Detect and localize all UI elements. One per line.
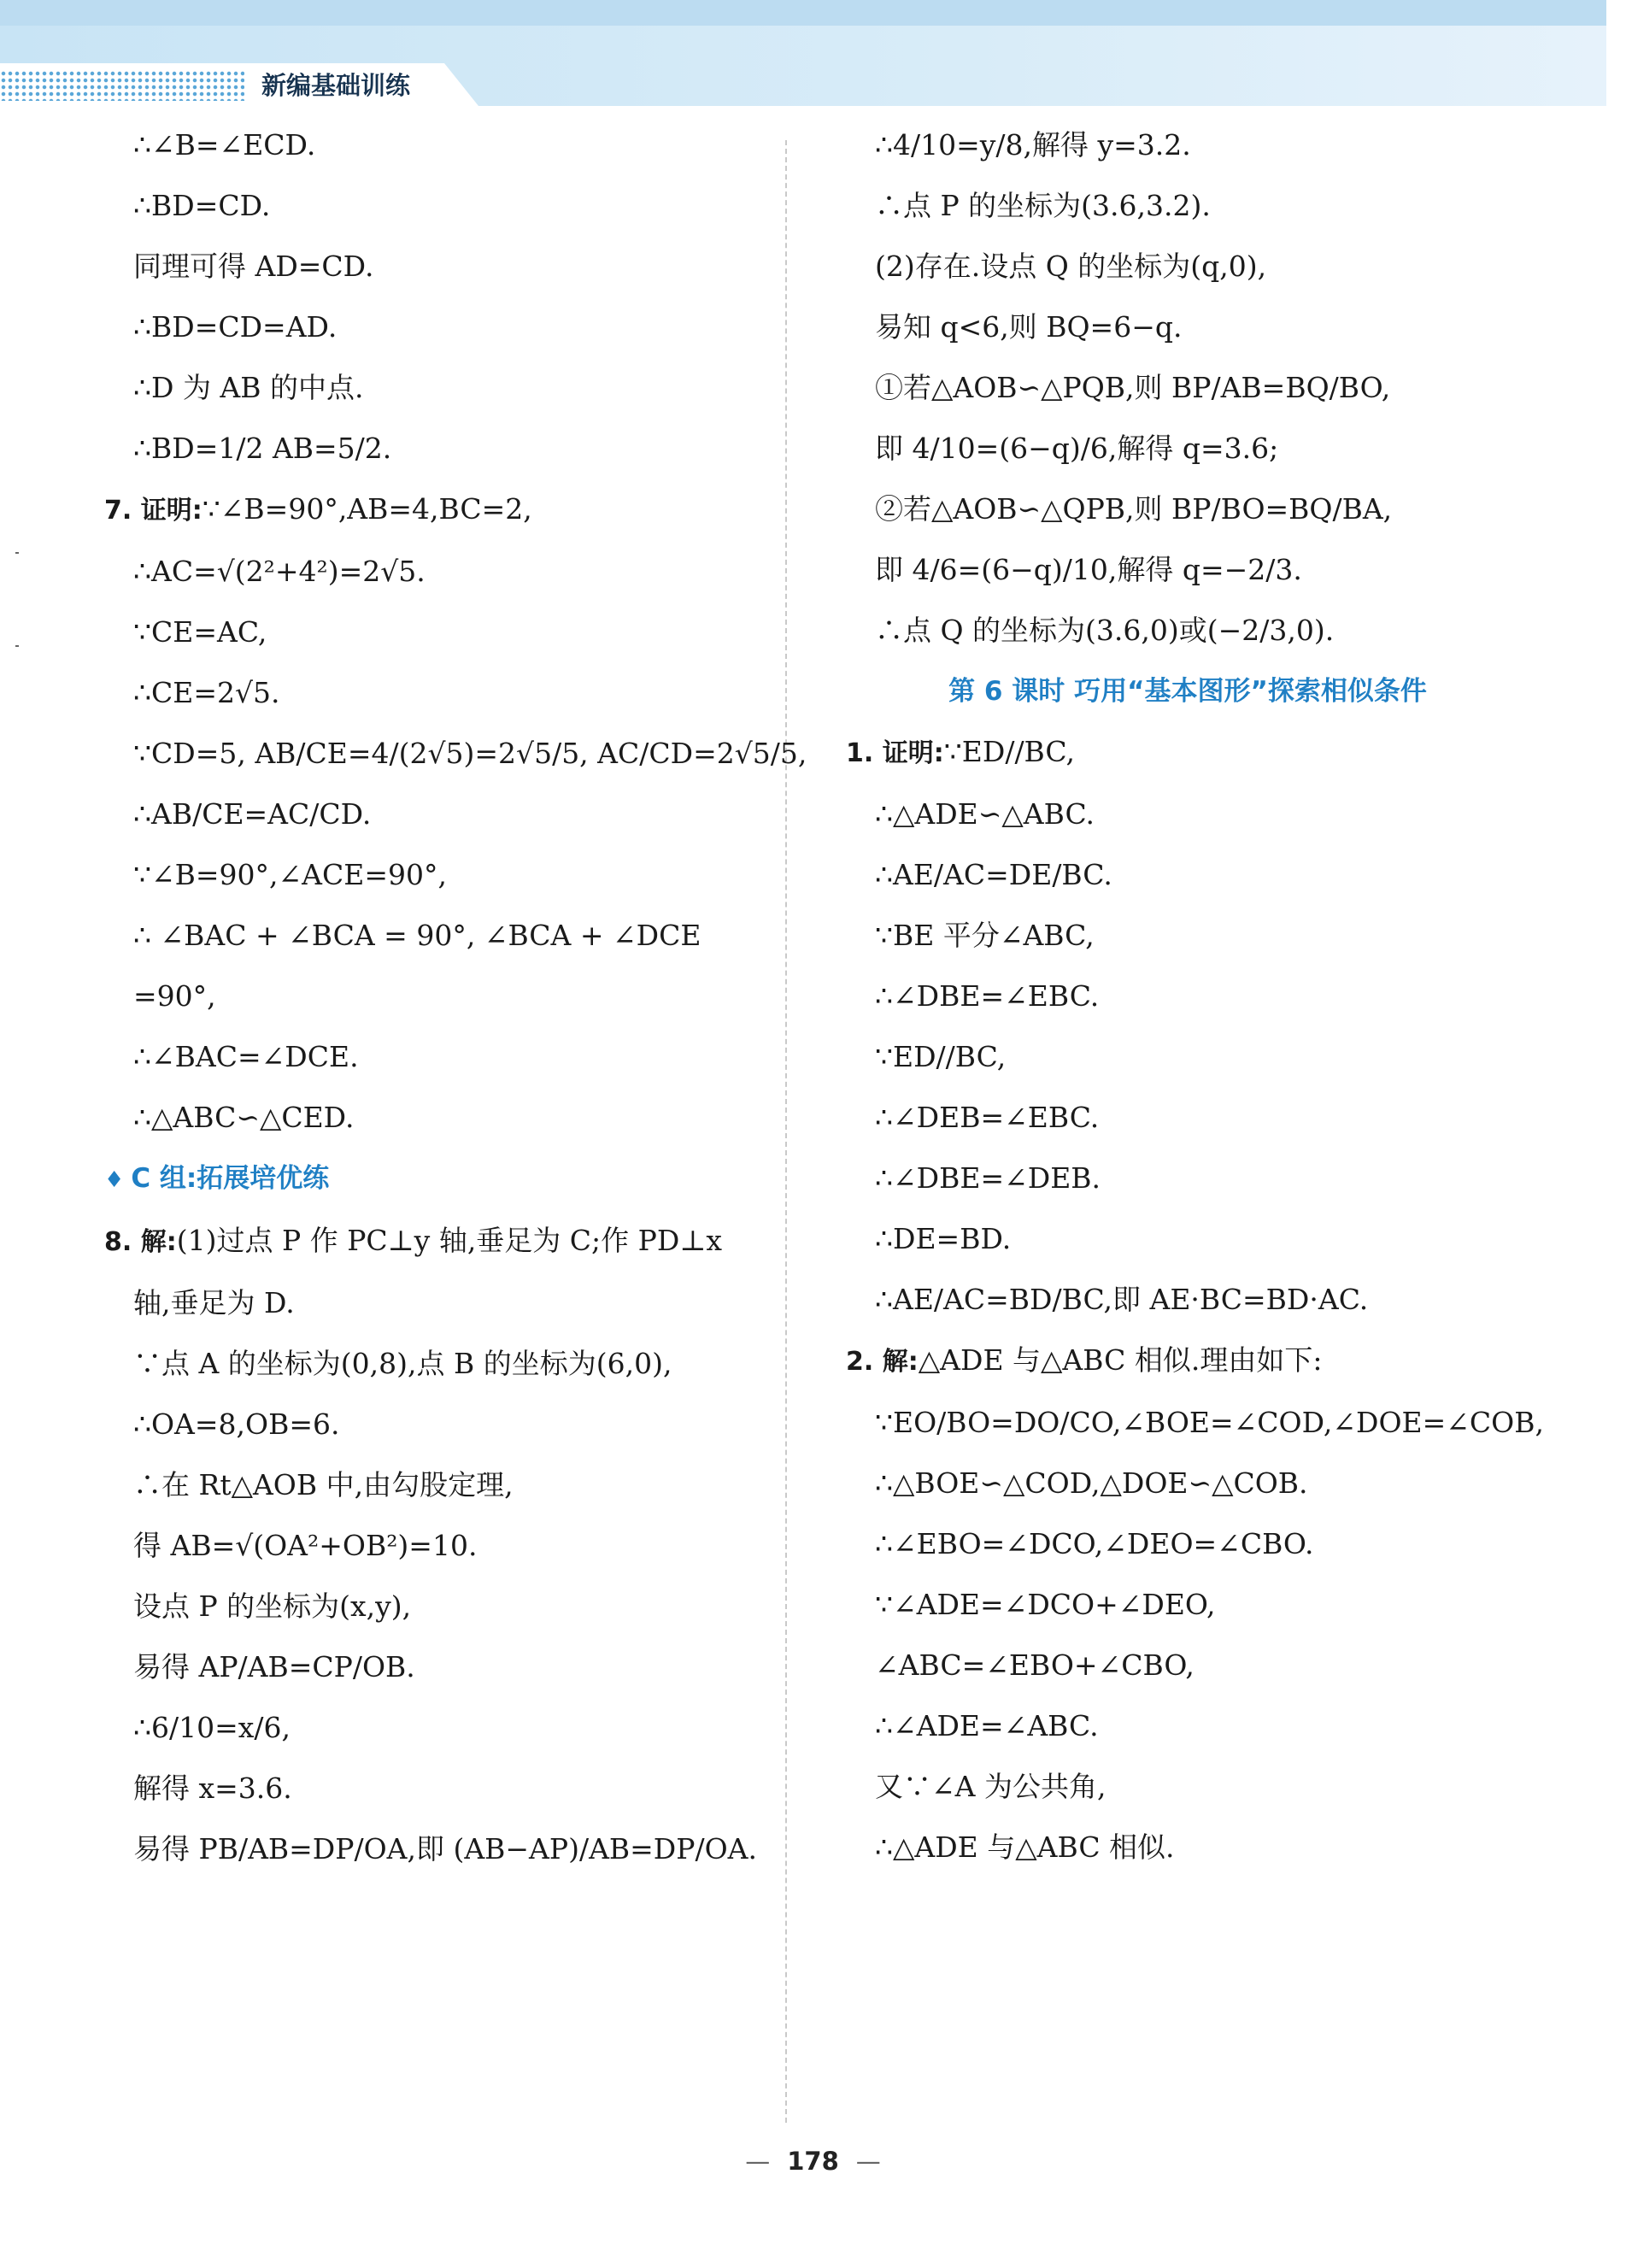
solution-line: ∵EO/BO=DO/CO,∠BOE=∠COD,∠DOE=∠COB,	[875, 1406, 1544, 1439]
question-text: ∵ED//BC,	[943, 735, 1075, 768]
solution-line: 即 4/6=(6−q)/10,解得 q=−2/3.	[875, 553, 1302, 586]
solution-line: 易知 q<6,则 BQ=6−q.	[875, 310, 1183, 344]
question-label: 解:	[140, 1227, 177, 1257]
question-number: 7.	[104, 496, 132, 526]
solution-line: ∴BD=CD.	[133, 189, 271, 222]
footer-dash-left: —	[745, 2147, 771, 2176]
page-number-footer	[0, 2147, 1626, 2176]
question-text: ∵∠B=90°,AB=4,BC=2,	[202, 492, 532, 526]
solution-line: 设点 P 的坐标为(x,y),	[133, 1589, 412, 1623]
header-top-band	[0, 0, 1606, 26]
solution-line: ∴点 Q 的坐标为(3.6,0)或(−2/3,0).	[875, 614, 1335, 647]
solution-line: 又∵∠A 为公共角,	[875, 1770, 1107, 1803]
solution-line: ∵BE 平分∠ABC,	[875, 919, 1095, 952]
question-text: △ADE 与△ABC 相似.理由如下:	[918, 1343, 1323, 1377]
solution-line: ∵点 A 的坐标为(0,8),点 B 的坐标为(6,0),	[133, 1347, 672, 1380]
column-divider	[785, 140, 787, 2123]
solution-line: ∴AE/AC=DE/BC.	[875, 858, 1112, 891]
solution-line: 同理可得 AD=CD.	[133, 250, 374, 283]
solution-line: ∴DE=BD.	[875, 1222, 1012, 1255]
solution-line: (2)存在.设点 Q 的坐标为(q,0),	[875, 250, 1267, 283]
section-heading	[846, 670, 1564, 713]
solution-line: ∴AC=√(2²+4²)=2√5.	[133, 555, 426, 588]
solution-line: ∵CD=5, AB/CE=4/(2√5)=2√5/5, AC/CD=2√5/5,	[133, 737, 807, 770]
question-number: 2.	[846, 1347, 874, 1377]
solution-line: ∴△ABC∽△CED.	[133, 1101, 355, 1134]
solution-line: 易得 PB/AB=DP/OA,即 (AB−AP)/AB=DP/OA.	[133, 1832, 757, 1866]
solution-line: ∴AE/AC=BD/BC,即 AE·BC=BD·AC.	[875, 1283, 1369, 1316]
solution-line: ∴ ∠BAC + ∠BCA = 90°, ∠BCA + ∠DCE	[133, 919, 701, 952]
solution-line: ∵CE=AC,	[133, 615, 267, 649]
diamond-icon: ♦	[104, 1167, 125, 1193]
solution-line: ∴CE=2√5.	[133, 676, 280, 709]
margin-tick	[15, 645, 19, 647]
question-line	[104, 488, 762, 532]
solution-line: ∴△BOE∽△COD,△DOE∽△COB.	[875, 1466, 1308, 1500]
solution-line: ∴BD=1/2 AB=5/2.	[133, 432, 392, 465]
solution-line: ∴OA=8,OB=6.	[133, 1407, 340, 1441]
footer-dash-right: —	[855, 2147, 881, 2176]
solution-line: ∴△ADE∽△ABC.	[875, 797, 1095, 831]
right-column	[846, 124, 1564, 1887]
question-number: 1.	[846, 738, 874, 768]
question-line	[846, 731, 1564, 775]
book-series-title: 新编基础训练	[261, 71, 411, 100]
solution-line: ①若△AOB∽△PQB,则 BP/AB=BQ/BO,	[875, 371, 1391, 404]
header-dot-pattern	[0, 70, 244, 101]
question-number: 8.	[104, 1227, 132, 1257]
question-label: 证明:	[882, 738, 944, 768]
solution-line: ∴在 Rt△AOB 中,由勾股定理,	[133, 1468, 514, 1501]
solution-line: =90°,	[133, 979, 216, 1013]
question-label: 解:	[882, 1347, 919, 1377]
question-text: (1)过点 P 作 PC⊥y 轴,垂足为 C;作 PD⊥x	[176, 1224, 722, 1257]
question-line	[104, 1219, 762, 1264]
section-heading-text: 第 6 课时 巧用“基本图形”探索相似条件	[948, 676, 1427, 707]
solution-line: ∴D 为 AB 的中点.	[133, 371, 364, 404]
solution-line: 轴,垂足为 D.	[133, 1286, 295, 1319]
question-line	[846, 1339, 1564, 1384]
section-heading-text: C 组:拓展培优练	[131, 1163, 330, 1194]
page-number: 178	[787, 2147, 839, 2176]
solution-line: ∴BD=CD=AD.	[133, 310, 338, 344]
solution-line: ∴∠ADE=∠ABC.	[875, 1709, 1099, 1742]
solution-line: ∴△ADE 与△ABC 相似.	[875, 1830, 1175, 1864]
solution-line: ∴4/10=y/8,解得 y=3.2.	[875, 128, 1191, 162]
solution-line: ∠ABC=∠EBO+∠CBO,	[875, 1648, 1195, 1682]
solution-line: 解得 x=3.6.	[133, 1772, 292, 1805]
page-header-banner	[0, 0, 1606, 106]
solution-line: ∵∠ADE=∠DCO+∠DEO,	[875, 1588, 1216, 1621]
solution-line: ∴∠B=∠ECD.	[133, 128, 316, 162]
question-label: 证明:	[140, 496, 203, 526]
left-column	[104, 124, 807, 1889]
solution-line: 得 AB=√(OA²+OB²)=10.	[133, 1529, 478, 1562]
solution-line: ∴∠DEB=∠EBC.	[875, 1101, 1100, 1134]
solution-line: ∴∠BAC=∠DCE.	[133, 1040, 359, 1073]
solution-line: ∴∠DBE=∠EBC.	[875, 979, 1100, 1013]
solution-line: ∴∠DBE=∠DEB.	[875, 1161, 1101, 1195]
solution-line: ∵∠B=90°,∠ACE=90°,	[133, 858, 447, 891]
solution-line: 即 4/10=(6−q)/6,解得 q=3.6;	[875, 432, 1279, 465]
section-heading	[104, 1157, 762, 1202]
solution-line: ②若△AOB∽△QPB,则 BP/BO=BQ/BA,	[875, 492, 1393, 526]
solution-line: 易得 AP/AB=CP/OB.	[133, 1650, 415, 1683]
margin-tick	[15, 552, 19, 554]
solution-line: ∴6/10=x/6,	[133, 1711, 291, 1744]
solution-line: ∴AB/CE=AC/CD.	[133, 797, 372, 831]
solution-line: ∵ED//BC,	[875, 1040, 1007, 1073]
solution-line: ∴点 P 的坐标为(3.6,3.2).	[875, 189, 1211, 222]
solution-line: ∴∠EBO=∠DCO,∠DEO=∠CBO.	[875, 1527, 1314, 1560]
